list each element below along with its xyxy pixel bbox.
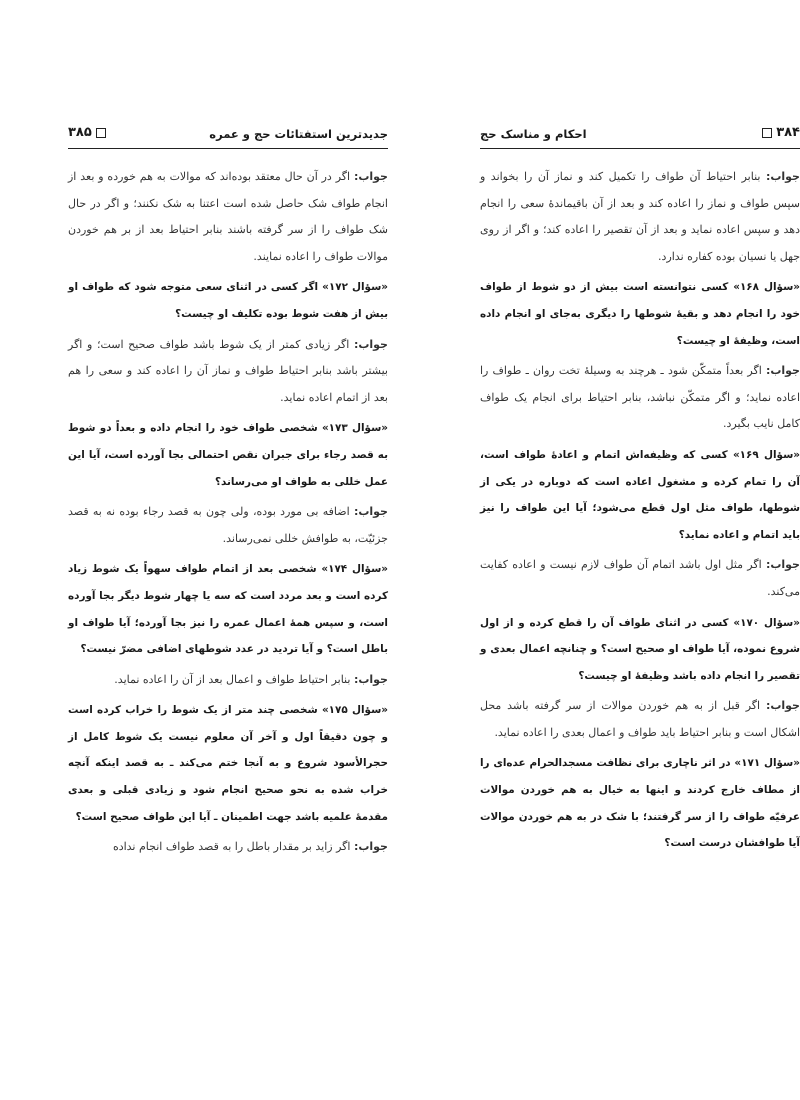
- answer-text: اگر در آن حال معتقد بوده‌اند که موالات به هم خورده و بعد از انجام طواف شک حاصل شده است اعتنا به شک نکنند؛ و اگر در حال شک طواف را از سر گرفته باشند بنابر احتیاط بعد از بر هم خوردن موالات طواف را اعاده نمایند.: [68, 170, 388, 263]
- question-paragraph: «سؤال ۱۷۲» اگر کسی در اثنای سعی متوجه شود که طواف او بیش از هفت شوط بوده تکلیف او چیست؟: [68, 281, 389, 320]
- answer-label: جواب:: [765, 364, 800, 378]
- page-header: [480, 124, 800, 149]
- answer-text: اگر قبل از به هم خوردن موالات از سر گرفته باشد محل اشکال است و بنابر احتیاط باید طواف و اعمال بعدی را اعاده نماید.: [480, 699, 800, 739]
- question-paragraph: «سؤال ۱۷۴» شخصی بعد از اتمام طواف سهواً یک شوط زیاد کرده است و بعد مردد است که سه یا چهار شوط دیگر بجا آورده است، و سپس همهٔ اعمال عمره را نیز بجا آورده؛ آیا طواف او باطل است؟ و آیا تردید در عدد شوطهای اضافی مضرّ نیست؟: [68, 563, 389, 656]
- answer-paragraph: [480, 693, 800, 746]
- answer-text: اگر زیادی کمتر از یک شوط باشد طواف صحیح است؛ و اگر بیشتر باشد بنابر احتیاط طواف و نماز آن را اعاده کند و سعی را هم بعد از اتمام اعاده نماید.: [68, 337, 388, 404]
- answer-text: بنابر احتیاط آن طواف را تکمیل کند و نماز آن را بخواند و سپس طواف و نماز را اعاده کند و بعد از آن باقیماندهٔ سعی را انجام دهد و سپس اعاده نماید و بعد از آن تقصیر را اعاده کند؛ و اگر از روی جهل یا نسیان بوده کفاره ندارد.: [480, 170, 800, 263]
- question-paragraph: «سؤال ۱۶۹» کسی که وظیفه‌اش اتمام و اعادهٔ طواف است، آن را تمام کرده و مشغول اعاده است که دوباره در یکی از شوطها، طواف مثل اول قطع می‌شود؛ آیا این طواف را نیز باید اتمام و اعاده نماید؟: [480, 448, 800, 541]
- question-paragraph: «سؤال ۱۷۰» کسی در اثنای طواف آن را قطع کرده و از اول شروع نموده، آیا طواف او صحیح است؟ و چنانچه اعمال بعدی و تقصیر را انجام داده باشد وظیفهٔ او چیست؟: [480, 616, 800, 682]
- running-title: احکام و مناسک حج: [480, 127, 587, 141]
- question-paragraph: «سؤال ۱۷۵» شخصی چند متر از یک شوط را خراب کرده است و چون دقیقاً اول و آخر آن معلوم نیست یک شوط کامل از حجرالأسود شروع و به آنجا ختم می‌کند ـ به قصد اینکه آنچه خراب شده به نحو صحیح انجام شود و زیادی قبلی و بعدی مقدمهٔ علمیه باشد جهت اطمینان ـ آیا این طواف صحیح است؟: [68, 704, 389, 823]
- page-number: [68, 125, 110, 140]
- square-ornament-icon: [96, 128, 106, 138]
- page-number-value: ۳۸۴: [776, 125, 800, 140]
- answer-text: اگر مثل اول باشد اتمام آن طواف لازم نیست و اعاده کفایت می‌کند.: [480, 558, 800, 598]
- answer-paragraph: [68, 164, 388, 270]
- square-ornament-icon: [762, 128, 772, 138]
- answer-text: اضافه بی مورد بوده، ولی چون به قصد رجاء بوده نه به قصد جزئیّت، به طوافش خللی نمی‌رساند.: [68, 505, 388, 545]
- answer-paragraph: [480, 358, 800, 438]
- answer-label: جواب:: [765, 558, 800, 572]
- answer-paragraph: [480, 552, 800, 605]
- answer-text: بنابر احتیاط طواف و اعمال بعد از آن را اعاده نماید.: [114, 672, 354, 686]
- answer-paragraph: [68, 834, 388, 861]
- question-paragraph: «سؤال ۱۶۸» کسی نتوانسته است بیش از دو شوط از طواف خود را انجام دهد و بقیهٔ شوطها را دیگری به‌جای او انجام داده است، وظیفهٔ او چیست؟: [480, 281, 800, 347]
- answer-label: جواب:: [353, 170, 388, 183]
- answer-label: جواب:: [765, 170, 800, 183]
- page-number: [758, 125, 800, 140]
- answer-label: جواب:: [353, 505, 388, 519]
- answer-text: اگر زاید بر مقدار باطل را به قصد طواف انجام نداده: [112, 840, 354, 854]
- answer-paragraph: [68, 332, 388, 412]
- left-page: [68, 0, 388, 1100]
- answer-paragraph: [68, 499, 388, 552]
- question-paragraph: «سؤال ۱۷۱» در اثر ناچاری برای نظافت مسجدالحرام عده‌ای را از مطاف خارج کردند و اینها به خیال به هم خوردن موالات عرفیّه طواف را از سر گرفتند؛ با شک در به هم خوردن موالات آیا طوافشان درست است؟: [480, 757, 800, 850]
- answer-label: جواب:: [353, 337, 388, 351]
- page-header: [68, 124, 388, 149]
- answer-paragraph: [480, 164, 800, 270]
- right-page: [480, 0, 800, 1100]
- page-number-value: ۳۸۵: [68, 125, 92, 140]
- running-title: جدیدترین استفتائات حج و عمره: [209, 127, 388, 141]
- answer-label: جواب:: [765, 699, 800, 713]
- answer-label: جواب:: [353, 672, 388, 686]
- page-body: [480, 164, 800, 861]
- answer-label: جواب:: [353, 840, 388, 854]
- answer-paragraph: [68, 667, 388, 694]
- page-body: [68, 164, 388, 865]
- answer-text: اگر بعداً متمکّن شود ـ هرچند به وسیلهٔ تخت روان ـ طواف را اعاده نماید؛ و اگر متمکّن نباشد، بنابر احتیاط برای انجام یک طواف کامل نایب بگیرد.: [480, 364, 800, 431]
- question-paragraph: «سؤال ۱۷۳» شخصی طواف خود را انجام داده و بعداً دو شوط به قصد رجاء برای جبران نقص احتمالی بجا آورده است، آیا این عمل خللی به طواف او می‌رساند؟: [68, 422, 389, 488]
